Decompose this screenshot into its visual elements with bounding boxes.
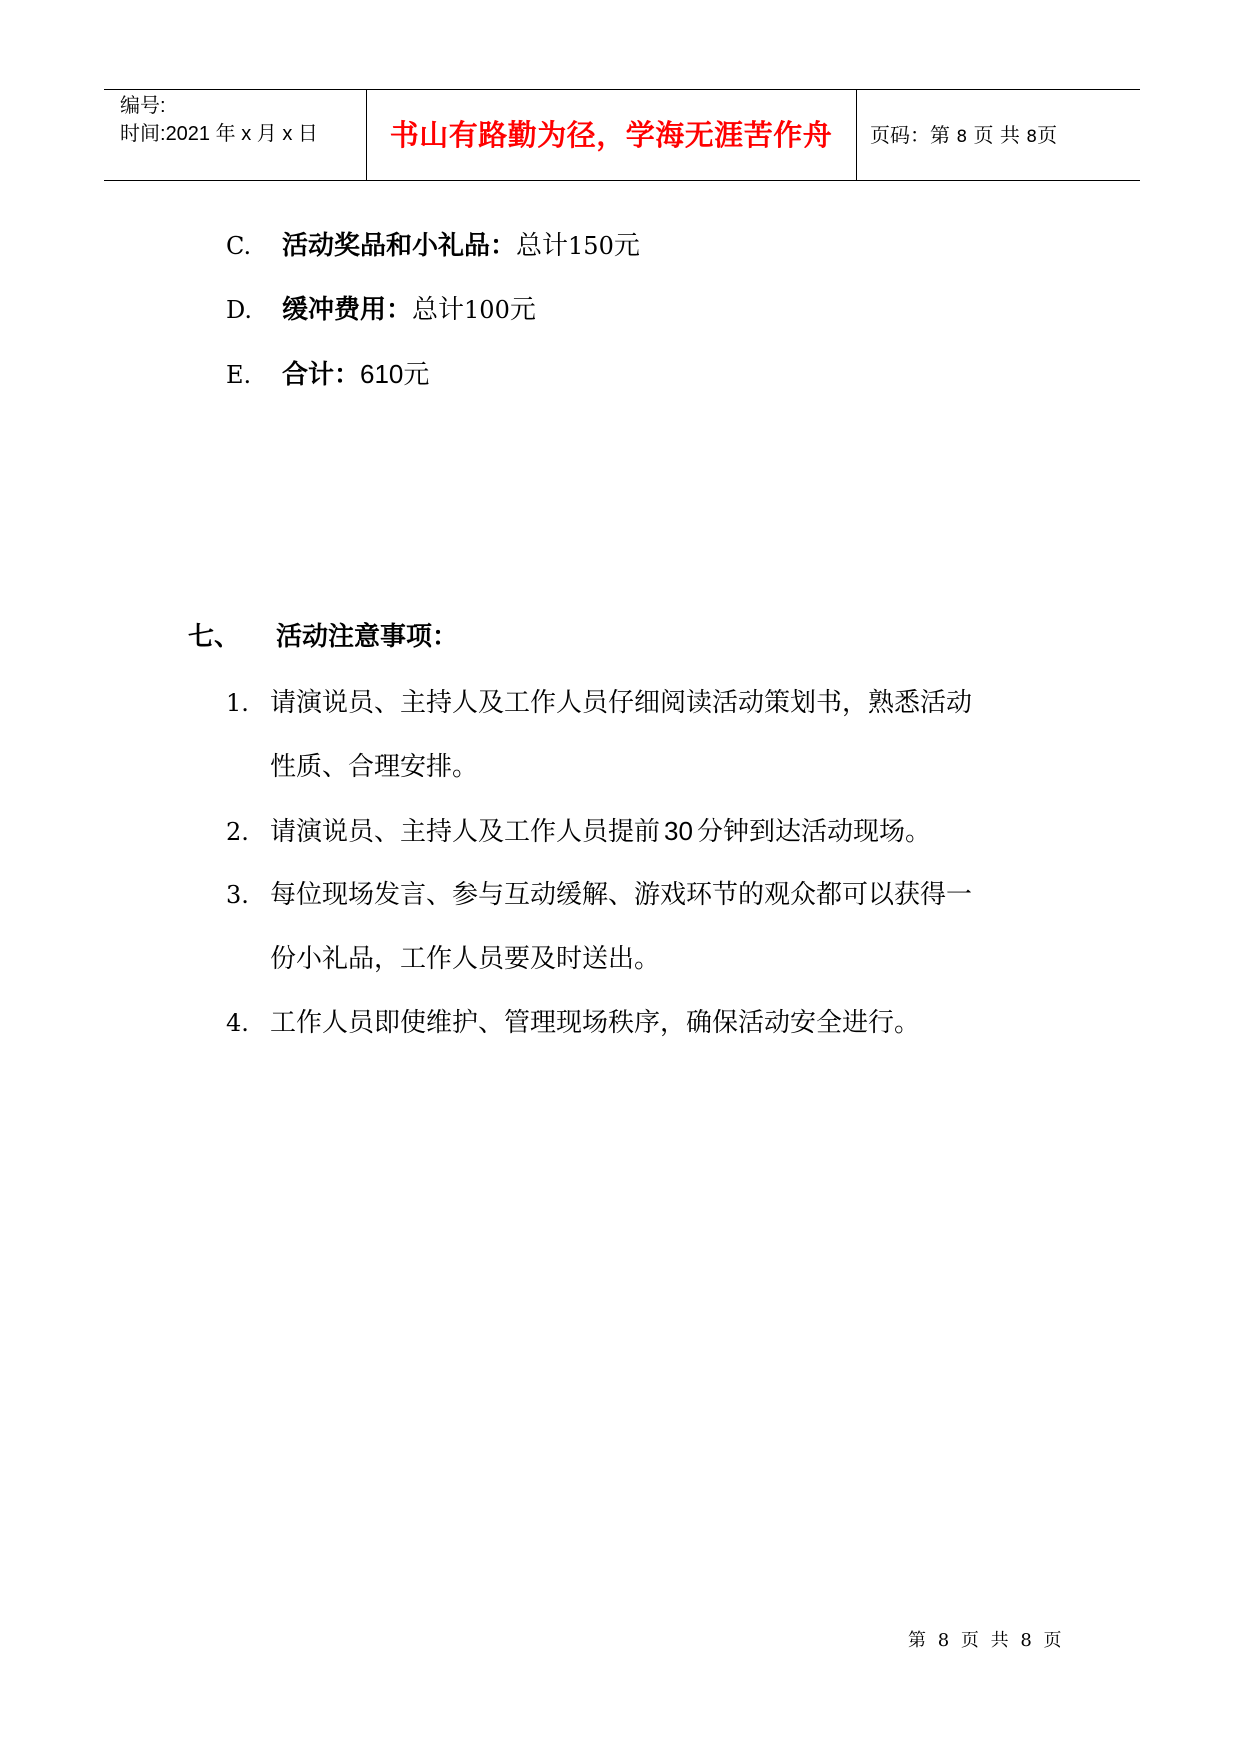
page-prefix: 页码：第 bbox=[870, 123, 950, 147]
time-year-unit: 年 bbox=[215, 123, 236, 145]
page-suffix: 页 bbox=[1037, 123, 1058, 147]
list-item-continuation: 份小礼品，工作人员要及时送出。 bbox=[270, 944, 661, 974]
page-header bbox=[104, 89, 1140, 181]
time-month-unit: 月 bbox=[256, 123, 277, 145]
serial-label: 编号: bbox=[120, 95, 166, 117]
page-total: 8 bbox=[1026, 127, 1038, 147]
section-title: 活动注意事项： bbox=[276, 622, 459, 652]
note-text: 请演说员、主持人及工作人员仔细阅读活动策划书，熟悉活动 bbox=[270, 688, 973, 718]
page-footer: 第 8 页 共 8 页 bbox=[908, 1630, 1065, 1651]
list-item bbox=[226, 877, 972, 913]
time-line bbox=[120, 120, 318, 148]
budget-item bbox=[226, 292, 536, 328]
list-item bbox=[226, 685, 972, 721]
item-amount: 150 bbox=[568, 232, 614, 260]
note-text: 每位现场发言、参与互动缓解、游戏环节的观众都可以获得一 bbox=[270, 880, 973, 910]
item-name: 缓冲费用： bbox=[282, 295, 413, 325]
section-heading bbox=[188, 619, 458, 655]
note-number-value: 30 bbox=[664, 816, 693, 846]
header-motto: 书山有路勤为径，学海无涯苦作舟 bbox=[389, 118, 833, 152]
list-item-continuation: 性质、合理安排。 bbox=[270, 752, 479, 782]
item-letter: C. bbox=[226, 232, 252, 260]
item-letter: E. bbox=[226, 361, 252, 389]
page-mid: 页 共 bbox=[973, 123, 1020, 147]
list-item bbox=[226, 1005, 920, 1041]
budget-item bbox=[226, 228, 640, 264]
note-number: 1. bbox=[226, 689, 249, 717]
item-name: 合计： bbox=[282, 360, 361, 390]
note-text: 工作人员即使维护、管理现场秩序，确保活动安全进行。 bbox=[270, 1008, 921, 1038]
item-unit: 元 bbox=[613, 231, 640, 261]
item-total-label: 总计 bbox=[412, 295, 465, 325]
item-unit: 元 bbox=[509, 295, 536, 325]
header-meta bbox=[120, 92, 318, 148]
section-number: 七、 bbox=[188, 622, 241, 652]
time-day-unit: 日 bbox=[297, 123, 318, 145]
header-divider bbox=[856, 90, 857, 180]
time-month: x bbox=[241, 123, 252, 145]
item-amount: 610 bbox=[360, 359, 404, 389]
page-current: 8 bbox=[956, 127, 968, 147]
item-total-label: 总计 bbox=[516, 231, 569, 261]
item-letter: D. bbox=[226, 296, 253, 324]
item-amount: 100 bbox=[464, 296, 510, 324]
note-number: 4. bbox=[226, 1009, 249, 1037]
note-number: 2. bbox=[226, 818, 249, 846]
item-name: 活动奖品和小礼品： bbox=[282, 231, 517, 261]
item-unit: 元 bbox=[403, 360, 430, 390]
time-label: 时间: bbox=[120, 123, 166, 145]
note-text: 分钟到达活动现场。 bbox=[696, 817, 931, 847]
header-page-info bbox=[870, 90, 1057, 182]
list-item bbox=[226, 813, 931, 850]
budget-item bbox=[226, 356, 429, 393]
time-year: 2021 bbox=[165, 123, 211, 145]
note-number: 3. bbox=[226, 881, 249, 909]
note-text: 请演说员、主持人及工作人员提前 bbox=[270, 817, 661, 847]
time-day: x bbox=[282, 123, 293, 145]
